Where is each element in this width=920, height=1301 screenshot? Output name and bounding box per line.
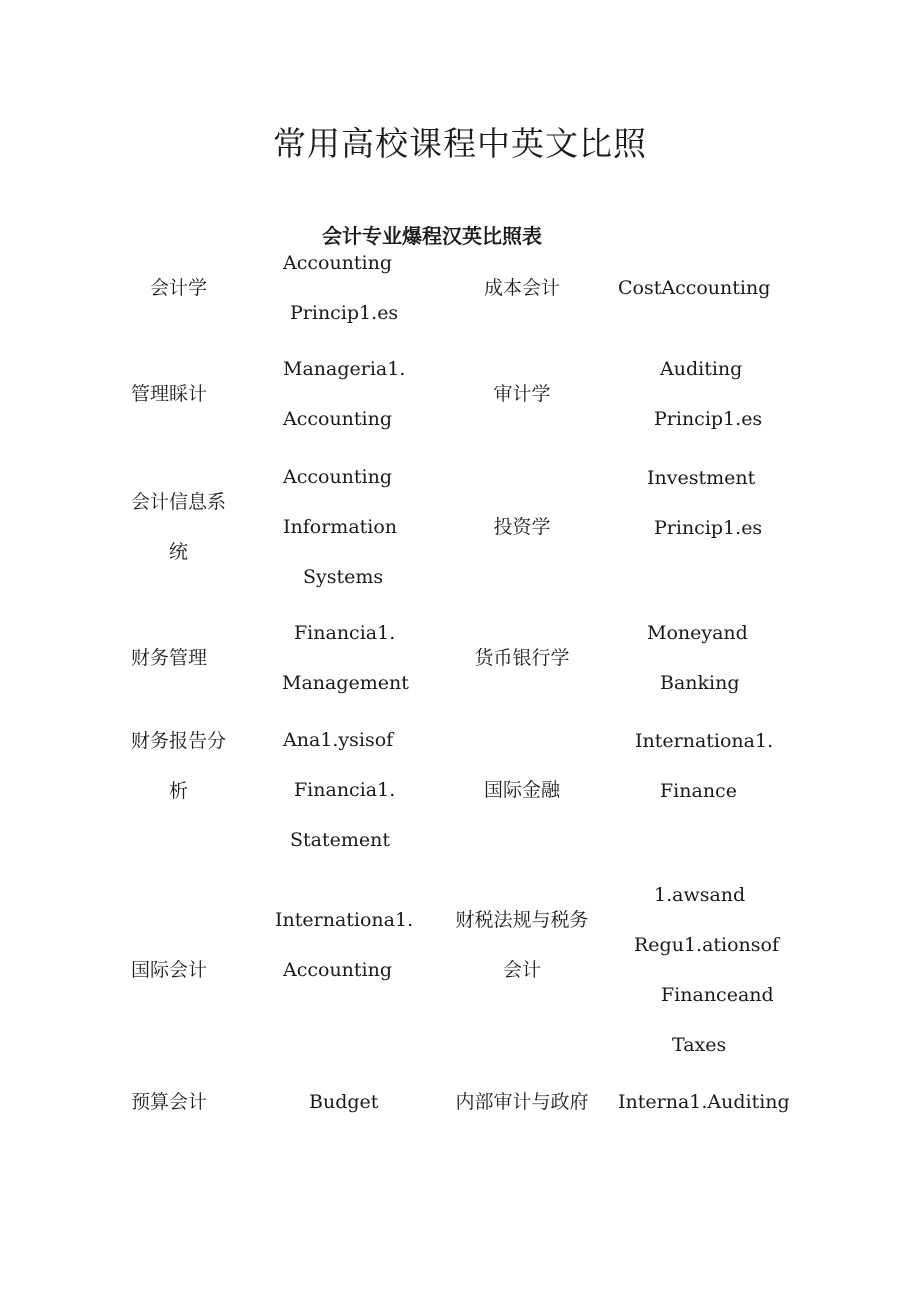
course-cn-cell [131,608,241,708]
course-en-line: Information [283,516,398,538]
course-en-line: CostAccounting [618,277,771,299]
course-en-line: Ana1.ysisof [283,729,394,751]
course-en-line: Financeand [661,984,774,1006]
course-cn-cell [131,1077,241,1127]
course-en-line: Finance [660,780,737,802]
course-en-line: Auditing [660,358,743,380]
course-cn-cell [442,716,602,864]
course-en-cell [268,608,418,708]
course-cn-line: 财务报告分 [131,730,227,752]
table-row [0,608,920,708]
course-en-line: Taxes [672,1034,727,1056]
course-en-line: Accounting [283,252,393,274]
course-en-line: Internationa1. [275,909,414,931]
course-cn-cell [442,1077,602,1127]
course-cn-line: 国际会计 [131,959,208,981]
table-row [0,716,920,864]
course-en-line: Financia1. [294,622,396,644]
course-en-line: Investment [647,467,756,489]
course-en-line: Statement [290,829,390,851]
course-en-cell [268,453,418,601]
course-en-cell [612,453,790,553]
course-cn-line: 审计学 [493,383,551,405]
course-en-line: Moneyand [647,622,748,644]
course-en-line: Accounting [283,959,393,981]
course-en-line: Regu1.ationsof [634,934,780,956]
course-cn-cell [131,345,241,443]
course-cn-line: 财税法规与税务 [455,909,589,931]
course-en-cell [612,869,790,1071]
course-cn-line: 预算会计 [131,1091,208,1113]
course-en-line: 1.awsand [654,884,746,906]
table-title: 会计专业爆程汉英比照表 [322,224,542,248]
course-en-cell [612,716,790,816]
course-en-cell [268,345,433,443]
course-cn-line: 会计学 [150,277,208,299]
document-title: 常用高校课程中英文比照 [273,124,647,163]
course-en-cell [612,345,790,443]
course-cn-cell [442,869,602,1021]
course-en-line: Internationa1. [635,730,774,752]
course-en-line: Accounting [283,408,393,430]
course-cn-line: 管理睬计 [131,383,208,405]
course-cn-line: 会计信息系 [131,491,227,513]
course-en-line: Interna1.Auditing [618,1091,790,1113]
course-en-cell [612,240,796,336]
course-cn-cell [442,608,602,708]
course-cn-line: 成本会计 [483,277,560,299]
course-en-line: Budget [309,1091,379,1113]
course-en-line: Accounting [283,466,393,488]
course-cn-cell [131,716,241,816]
course-en-cell [268,240,433,336]
course-en-cell [268,869,418,1021]
course-en-cell [268,1077,418,1127]
table-row [0,1077,920,1127]
course-en-line: Systems [303,566,384,588]
table-row [0,869,920,1071]
course-cn-cell [442,345,602,443]
course-cn-line: 会计 [502,959,541,981]
course-en-cell [268,716,418,864]
course-en-cell [612,1077,790,1127]
course-en-cell [612,608,790,708]
course-cn-cell [131,869,241,1071]
table-row [0,240,920,336]
course-cn-line: 统 [169,541,189,563]
course-cn-line: 财务管理 [131,647,208,669]
course-en-line: Princip1.es [654,517,763,539]
course-cn-cell [442,453,602,601]
course-en-line: Princip1.es [290,302,399,324]
course-en-line: Financia1. [294,779,396,801]
table-row [0,345,920,443]
course-cn-line: 内部审计与政府 [455,1091,589,1113]
table-row [0,453,920,601]
course-cn-cell [131,240,260,336]
course-cn-line: 国际金融 [483,779,560,801]
course-en-line: Manageria1. [283,358,406,380]
course-cn-line: 析 [169,780,189,802]
course-cn-line: 货币银行学 [474,647,570,669]
course-en-line: Princip1.es [654,408,763,430]
course-en-line: Banking [660,672,740,694]
course-cn-cell [131,453,241,601]
course-en-line: Management [282,672,409,694]
course-cn-line: 投资学 [493,516,551,538]
course-cn-cell [442,240,602,336]
